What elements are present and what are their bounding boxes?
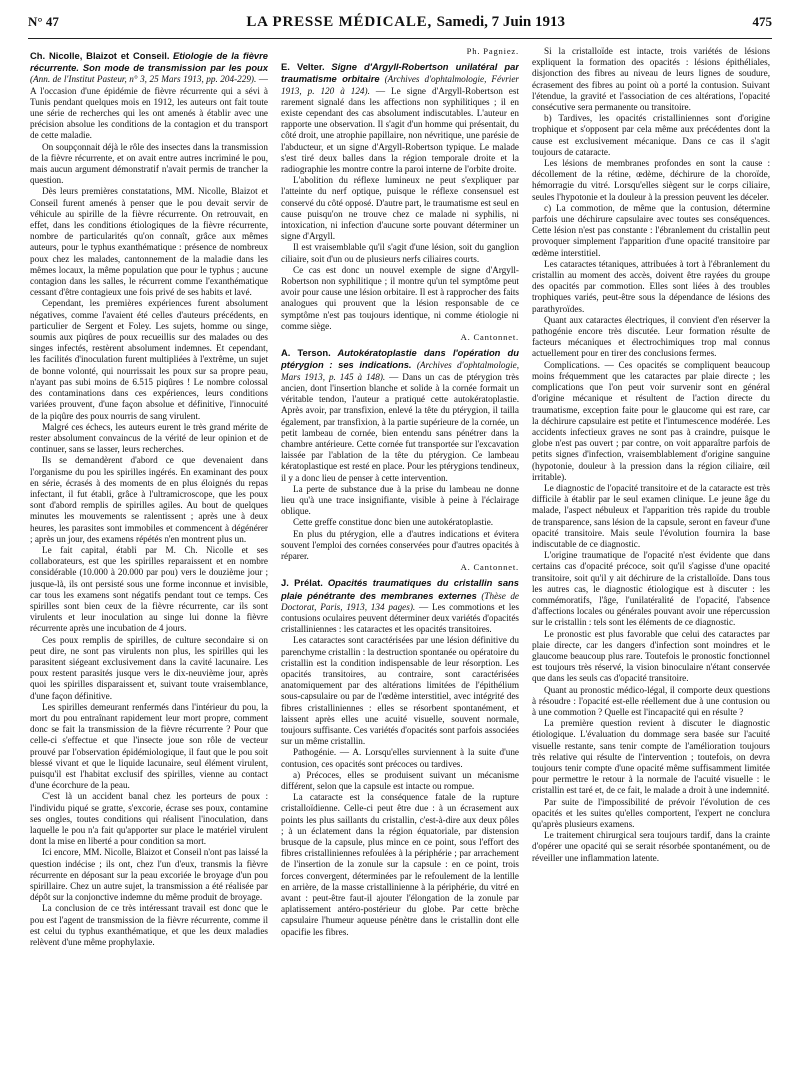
article-2-authors: E. Velter.	[281, 61, 325, 73]
article-3-para-3: En plus du ptérygion, elle a d'autres indications et évitera souvent l'emploi des cornées conservées pour d'autres opacités à réparer.	[281, 528, 519, 561]
column-2	[281, 46, 519, 1074]
article-4-para-3: a) Précoces, elles se produisent suivant un mécanisme différent, selon que la capsule est intacte ou rompue.	[281, 769, 519, 791]
article-4-para-14: Le pronostic est plus favorable que celui des cataractes par plaie directe, car les dangers d'infection sont moindres et le glaucome beaucoup plus rare. Toutefois le pronostic fonctionnel est toujours très réservé, la vision binoculaire n'étant conservée que dans les seuls cas d'opacité transitoire.	[532, 628, 770, 684]
article-1-para-10: Ici encore, MM. Nicolle, Blaizot et Conseil n'ont pas laissé la question indécise ; ils ont, chez l'un d'eux, transmis la fièvre récurrente en déposant sur la peau excoriée le broyage d'un pou spirillaire. Chez un autre sujet, la transmission a été réalisée par dépôt sur la conjonctive indemne du même produit de broyage.	[30, 847, 268, 903]
article-4-ref: (Thèse de Doctorat, Paris, 1913, 134 pages).	[281, 590, 519, 612]
article-3-para-2: Cette greffe constitue donc bien une autokératoplastie.	[293, 517, 494, 528]
article-4-para-17: Par suite de l'impossibilité de prévoir l'évolution de ces opacités et les suites qu'elles comportent, l'expert ne conclura qu'après plusieurs examens.	[532, 796, 770, 830]
article-2-ref: (Archives d'ophtalmologie, Février 1913, p. 120 à 124).	[281, 74, 519, 96]
article-4-para-1: Les cataractes sont caractérisées par une lésion définitive du parenchyme cristallin : la destruction spontanée ou opératoire du cristallin est la condition indispensable de leur résorption. Les opacités transitoires, au contraire, sont caractérisées anatomiquement par des altérations limitées de l'épithélium sous-capsulaire ou par de l'œdème interstitiel, avec intégrité des fibres cristalliniennes : elles se résorbent spontanément, et laissent après elles une acuité visuelle, souvent normale, toujours suffisante. Ces variétés d'opacités sont parfois associées sur un même cristallin.	[281, 635, 519, 747]
article-1-para-8: Les spirilles demeurant renfermés dans l'intérieur du pou, la mort du pou entraînant rapidement leur mort propre, comment donc se fait la transmission de la fièvre récurrente ? Pour que celle-ci s'effectue et que l'insecte joue son rôle de vecteur prouvé par l'observation épidémiologique, il faut que le pou soit blessé vivant et que le liquide lacunaire, seul élément virulent, puisqu'il est l'habitat exclusif des spirilles, vienne au contact d'une écorchure de la peau.	[30, 701, 268, 791]
article-4-para-12: Le diagnostic de l'opacité transitoire et de la cataracte est très difficile à établir par le seul examen clinique. Le jeune âge du malade, l'aspect nébuleux et l'apparition très rapide du trouble de transparence, sans lésion de la capsule, seront en faveur d'une opacité transitoire. Mais seule l'évolution fournira la base indiscutable de ce diagnostic.	[532, 482, 770, 549]
article-4-para-15: Quant au pronostic médico-légal, il comporte deux questions à résoudre : l'opacité est-elle réellement due à une contusion ou à une commotion ? Quelle est l'incapacité qui en résulte ?	[532, 684, 770, 717]
article-1-para-1: On soupçonnait déjà le rôle des insectes dans la transmission de la fièvre récurrente, et on avait entre autres incriminé le pou, mais aucun argument démonstratif n'avait permis de trancher la question.	[30, 141, 268, 186]
article-2-title: Signe d'Argyll-Robertson unilatéral par traumatisme orbitaire	[281, 61, 519, 85]
header-rule	[28, 38, 772, 39]
article-3-heading	[281, 347, 519, 483]
article-4-title: Opacités traumatiques du cristallin sans plaie pénétrante des membranes externes	[281, 577, 519, 601]
article-1-heading	[30, 50, 268, 142]
article-3-para-1: La perte de substance due à la prise du lambeau ne donne lieu qu'à une trace insignifiante, visible à peine à l'éclairage oblique.	[281, 483, 519, 517]
article-1-para-3: Cependant, les premières expériences furent absolument négatives, comme l'avaient été celles d'auteurs précédents, en particulier de Sergent et Foley. Les sujets, homme ou singe, soumis aux piqûres de poux recueillis sur des malades ou des singes infectés, restèrent absolument indemnes. Et cependant, les facilités d'inoculation furent multipliées à l'extrême, un sujet de bonne volonté, qui nourrissait les poux sur sa propre peau, n'ayant pas subi moins de 6.515 piqûres ! Le nombre colossal des contaminations dans ces expériences, leurs conditions variées prouvent, d'une façon absolue et définitive, l'innocuité de la piqûre des poux nourris de sang virulent.	[30, 298, 268, 421]
article-2-para-0: — Le signe d'Argyll-Robertson est rarement signalé dans les affections non syphilitiques ; il en existe cependant des cas absolument indiscutables. L'auteur en rapporte une observation. Il s'agit d'un homme qui présentait, du côté droit, une atrophie papillaire, non névritique, une parésie de l'abducteur, et un signe d'Argyll-Robertson typique. Le malade s'est tiré deux balles dans la région temporale droite et la radiographie les montre contre la paroi interne de l'orbite droite.	[281, 85, 519, 175]
page-number: 475	[752, 14, 772, 29]
article-4-para-7: Les lésions de membranes profondes en sont la cause : décollement de la rétine, œdème, déchirure de la choroïde, hémorragie du vitré. Lorsqu'elles siègent sur le corps ciliaire, seules l'hypotonie et la douleur à la pression peuvent les déceler.	[532, 158, 770, 202]
page-header	[28, 14, 772, 36]
article-1-para-0: — A l'occasion d'une épidémie de fièvre récurrente qui a sévi à Tunis pendant quelques mois en 1912, les auteurs ont fait toute une série de recherches qui les ont amenés à établir avec une précision absolue les conditions de la contagion et du transport de cette maladie.	[30, 74, 268, 141]
column-3	[532, 46, 770, 1074]
article-4-para-18: Le traitement chirurgical sera toujours tardif, dans la crainte d'opérer une opacité qui se serait résorbée spontanément, ou de réveiller une inflammation latente.	[532, 830, 770, 863]
article-2-para-2: Il est vraisemblable qu'il s'agit d'une lésion, soit du ganglion ciliaire, soit d'un ou de plusieurs nerfs ciliaires courts.	[281, 242, 519, 264]
issue-number: N° 47	[28, 14, 59, 29]
article-3-title: Autokératoplastie dans l'opération du ptérygion : ses indications.	[281, 347, 519, 371]
article-4-para-6: b) Tardives, les opacités cristalliniennes sont d'origine trophique et s'opposent par cela même aux précédentes dont la cause est exclusivement mécanique. Dans ce cas il s'agit toujours de cataracte.	[532, 113, 770, 157]
article-4-para-8: c) La commotion, de même que la contusion, détermine parfois une déchirure capsulaire avec toutes ses conséquences. Cette lésion n'est pas constante : l'ébranlement du cristallin peut provoquer simplement l'apparition d'une opacité transitoire par œdème interstitiel.	[532, 202, 770, 258]
article-3-ref: (Archives d'ophtalmologie, Mars 1913, p. 145 à 148).	[281, 360, 519, 382]
article-1-para-2: Dès leurs premières constatations, MM. Nicolle, Blaizot et Conseil furent amenés à penser que le pou devait servir de véhicule au spirille de la fièvre récurrente. On retrouvait, en effet, dans les conditions étiologiques de la fièvre récurrente, nombre de particularités qu'on connaît, grâce aux mêmes auteurs, pour le typhus exanthématique : présence de nombreux poux chez les malades, cantonnement de la maladie dans les mêmes locaux, la même population que pour le typhus ; aucune contagion dans les salles, le récurrent comme l'exanthématique cessant d'être contagieux une fois privé de ses habits et lavé.	[30, 186, 268, 298]
article-3-signature: A. Cantonnet.	[460, 562, 519, 573]
column-1	[30, 46, 268, 1074]
journal-name: LA PRESSE MÉDICALE,	[246, 14, 433, 30]
article-1-ref: (Ann. de l'Institut Pasteur, n° 3, 25 Mars 1913, pp. 204-229).	[30, 74, 257, 85]
article-2-para-1: L'abolition du réflexe lumineux ne peut s'expliquer par l'atteinte du nerf optique, puisque le réflexe consensuel est conservé du côté opposé. D'autre part, le traumatisme est seul en cause puisqu'on ne trouve chez ce malade ni syphilis, ni intoxication, ni infection d'aucune sorte pouvant déterminer un signe d'Argyll.	[281, 175, 519, 242]
article-4-para-0: — Les commotions et les contusions oculaires peuvent déterminer deux variétés d'opacités cristalliniennes : les cataractes et les opacités transitoires.	[281, 601, 519, 635]
article-1-signature: Ph. Pagniez.	[466, 46, 519, 56]
article-2-para-3: Ce cas est donc un nouvel exemple de signe d'Argyll-Robertson non syphilitique ; il montre qu'un tel symptôme peut avoir pour cause une lésion orbitaire. Il est à rapprocher des faits analogues qui prouvent que la lésion responsable de ce symptôme n'est pas toujours identique, ni comme étiologie ni comme siège.	[281, 264, 519, 331]
article-4-heading	[281, 577, 519, 635]
article-1-para-6: Le fait capital, établi par M. Ch. Nicolle et ses collaborateurs, est que les spirilles reparaissent et en nombre considérable (10.000 à 20.000 par pou) vers le douzième jour ; jusque-là, ils ont persisté sous une forme inconnue et invisible, car tous les examens sont négatifs pendant tout ce temps. Ces spirilles sont bien ceux de la fièvre récurrente, car ils sont virulents et leur inoculation au singe lui donne la fièvre récurrente après une incubation de 4 jours.	[30, 544, 268, 634]
article-4-para-5: Si la cristalloïde est intacte, trois variétés de lésions expliquent la formation des opacités : lésions épithéliales, disjonction des fibres au niveau de leurs lignes de soudure, écrasement des fibres au point où a porté la contusion. Suivant l'étendue, la gravité et l'association de ces altérations, l'opacité consécutive sera permanente ou transitoire.	[532, 46, 770, 113]
article-1-para-4: Malgré ces échecs, les auteurs eurent le très grand mérite de rester absolument convaincus de la vérité de leur opinion et de continuer, sans se lasser, leurs recherches.	[30, 421, 268, 455]
article-4-para-2: Pathogénie. — A. Lorsqu'elles surviennent à la suite d'une contusion, ces opacités sont précoces ou tardives.	[281, 747, 519, 769]
article-2-signature: A. Cantonnet.	[460, 332, 519, 343]
article-3-para-0: — Dans un cas de ptérygion très ancien, dont l'insertion blanche et solide à la cornée formait un véritable tendon, l'auteur a pratiqué cette autokératoplastie. Après avoir, par transfixion, enlevé la tête du ptérygion, il tailla également, par transfixion, à la partie supérieure de la cornée, un petit lambeau de cornée, bien entendu sans pénétrer dans la chambre antérieure. Cette cornée fut transportée sur l'excavation laissée par l'ablation de la tête du ptérygion. Ce lambeau kératoplastique est resté en place. Pour les ptérygions tendineux, il y a donc lieu de penser à cette intervention.	[281, 371, 519, 483]
article-4-authors: J. Prélat.	[281, 577, 323, 589]
article-1-para-11: La conclusion de ce très intéressant travail est donc que le pou est l'agent de transmission de la fièvre récurrente, comme il est celui du typhus exanthématique, et que les deux maladies relèvent d'une même prophylaxie.	[30, 903, 268, 948]
article-1-title: Etiologie de la fièvre récurrente. Son mode de transmission par les poux	[30, 50, 268, 74]
journal-title	[246, 14, 565, 31]
article-3-authors: A. Terson.	[281, 347, 331, 359]
article-1-para-5: Ils se demandèrent d'abord ce que devenaient dans l'organisme du pou les spirilles ingérés. En examinant des poux en série, écrasés à des moments de en plus éloignés du repas infectant, il fut établi, grâce à l'ultramicroscope, que les poux sont d'abord remplis de spirilles agiles. Au bout de quelques minutes les mouvements se ralentissent ; après une à deux heures, les parasites sont immobiles et commencent à dégénérer ; après un jour, des examens répétés n'en montrent plus un.	[30, 455, 268, 544]
article-1-para-7: Ces poux remplis de spirilles, de culture secondaire si on peut dire, ne sont pas virulents non plus, les spirilles qui les parasitent siégeant exclusivement dans la cavité lacunaire. Les poux restent parasités jusque vers le dix-neuvième jour, après quoi les spirilles disparaissent et, suivant toute vraisemblance, d'une façon définitive.	[30, 634, 268, 701]
article-1-authors: Ch. Nicolle, Blaizot et Conseil.	[30, 50, 170, 61]
article-2-heading	[281, 61, 519, 175]
article-1-para-9: C'est là un accident banal chez les porteurs de poux : l'individu piqué se gratte, s'excorie, écrase ses poux, contamine ses ongles, toutes conditions qui réalisent l'inoculation, dans laquelle le pou n'a fait qu'apporter sur place le matériel virulent dont la mise en liberté a pour condition sa mort.	[30, 791, 268, 847]
article-4-para-4: La cataracte est la conséquence fatale de la rupture cristalloïdienne. Celle-ci peut être due : à un écrasement aux points les plus saillants du cristallin, c'est-à-dire aux deux pôles ; à un éclatement dans la région équatoriale, par distension brusque de la capsule, plus mince en ce point, sous l'effort des fibres cristalliniennes refoulées à la périphérie ; par arrachement de l'insertion de la zonule sur la capsule : en ce point, trois forces convergent, déterminées par le refoulement de la lentille en arrière, de la masse cristallinienne à la périphérie, du vitré en avant : peut-être faut-il ajouter l'élongation de la zonule par aplatissement antéro-postérieur du globe. Par cette brèche capsulaire l'humeur aqueuse pénètre dans le cristallin dont elle opacifie les fibres.	[281, 792, 519, 937]
issue-date: Samedi, 7 Juin 1913	[436, 14, 565, 30]
article-4-para-10: Quant aux cataractes électriques, il convient d'en réserver la pathogénie encore très discutée. Leur formation résulte de facteurs mécaniques et électrochimiques trop mal connus actuellement pour en tirer des conclusions fermes.	[532, 314, 770, 359]
article-4-para-9: Les cataractes tétaniques, attribuées à tort à l'ébranlement du cristallin au moment des accès, doivent être rayées du groupe des opacités par commotion. Elles sont liées à des troubles trophiques variés, peut-être sous la dépendance de lésions des parathyroïdes.	[532, 258, 770, 314]
article-4-para-11: Complications. — Ces opacités se compliquent beaucoup moins fréquemment que les cataractes par plaie directe ; les complications que l'on peut voir survenir sont en général d'origine mécanique et résultent de l'action directe du traumatisme, exception faite pour le glaucome qui est rare, car la déchirure capsulaire est petite et l'intumescence modérée. Les accidents infectieux graves ne sont pas à craindre, puisque le globe n'est pas ouvert ; par contre, on voit apparaître parfois de petits signes d'infection, vraisemblablement d'origine sanguine (hypotonie, douleur à la pression dans la région ciliaire, œil irritable).	[532, 359, 770, 482]
article-4-para-16: La première question revient à discuter le diagnostic étiologique. L'évaluation du dommage sera basée sur l'acuité visuelle restante, sans tenir compte de l'amélioration toujours très relative qui résulte de l'intervention ; toutefois, on devra toujours tenir compte d'une opacité même suffisamment limitée pour permettre le retour à la normale de l'acuité visuelle : le cristallin est taré et, de ce fait, le malade a droit à une indemnité.	[532, 718, 770, 796]
article-4-para-13: L'origine traumatique de l'opacité n'est évidente que dans certains cas d'opacité précoce, soit qu'il s'agisse d'une opacité transitoire, soit qu'il y ait déchirure de la cristalloïde. Dans tous les autres cas, le diagnostic étiologique est à discuter : les commémoratifs, l'âge, l'unilatéralité de l'opacité, l'absence d'affections locales ou générales pouvant avoir une répercussion sur le cristallin : tels sont les éléments de ce diagnostic.	[532, 550, 770, 628]
